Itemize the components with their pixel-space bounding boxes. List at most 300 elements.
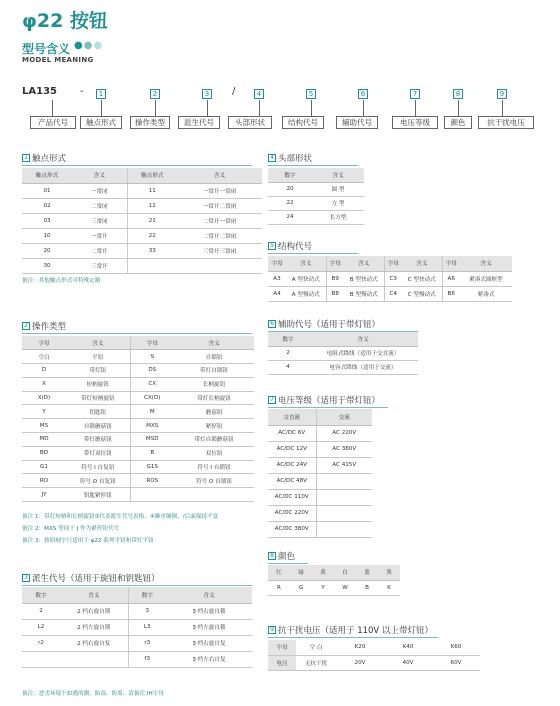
model-label-7: 电压等级 xyxy=(392,116,438,129)
table-cell: AC/DC 6V xyxy=(268,425,316,441)
table-cell: Y xyxy=(22,405,66,419)
table-header-cell: 触点形式 xyxy=(22,168,72,183)
model-number-7: 7 xyxy=(410,89,420,99)
table-s3 xyxy=(22,587,252,668)
note-s2-2: 备注 2：MXS 等同于 J 作为紧停钮代号 xyxy=(22,526,120,532)
table-cell: 长柄旋钮 xyxy=(174,377,254,391)
footnote: 备注：恶劣环境下如遇的潮、防湿、防雾、请备注 IH字母 xyxy=(22,691,164,697)
model-label-0: 产品代号 xyxy=(30,116,76,129)
table-cell: DS xyxy=(130,364,174,378)
table-row xyxy=(268,521,372,537)
table-cell: r2 xyxy=(22,635,60,651)
model-label-9: 抗干扰电压 xyxy=(478,116,534,129)
model-connector xyxy=(311,100,312,116)
table-header-cell: 数字 xyxy=(268,168,312,182)
table-cell: 长方型 xyxy=(312,210,364,224)
table-header-cell: 含义 xyxy=(402,256,442,271)
section-heading-s7 xyxy=(268,394,380,406)
model-connector xyxy=(52,100,53,116)
table-cell: f3 xyxy=(128,651,166,667)
table-cell: AC/DC 380V xyxy=(268,521,316,537)
table-header-cell: 触点形式 xyxy=(127,168,177,183)
table-row xyxy=(22,364,254,378)
table-cell: 带灯自锁钮 xyxy=(174,364,254,378)
table-cell: MD xyxy=(22,433,66,447)
section-title: 派生代号（适用于旋钮和钥匙钮） xyxy=(32,574,160,584)
table-cell: 带灯蘑菇钮 xyxy=(66,433,130,447)
table-cell xyxy=(127,258,177,273)
table-header-cell: 含义 xyxy=(60,587,128,603)
section-underline xyxy=(22,585,252,586)
table-cell: A6 xyxy=(442,271,460,286)
table-cell: A3 xyxy=(268,271,286,286)
table-cell: 60V xyxy=(432,655,480,670)
table-row xyxy=(268,655,480,670)
table-cell xyxy=(316,521,372,537)
table-row xyxy=(268,271,512,286)
table-cell: 2 档右旋自锁 xyxy=(60,603,128,619)
table-header-cell: 红 xyxy=(268,565,290,580)
table-row xyxy=(268,457,372,473)
table-cell: 40V xyxy=(384,655,432,670)
table-cell: ROS xyxy=(130,474,174,488)
table-cell: 空白 xyxy=(22,350,66,364)
table-cell: 20 xyxy=(268,182,312,196)
table-row xyxy=(22,460,254,474)
model-slash: / xyxy=(232,86,236,97)
table-cell: G xyxy=(290,580,312,595)
table-cell: 2 xyxy=(268,346,308,360)
table-cell: CX xyxy=(130,377,174,391)
table-cell: AC/DC 220V xyxy=(268,505,316,521)
table-header-row xyxy=(268,409,372,425)
model-connector xyxy=(458,100,459,116)
table-row xyxy=(22,433,254,447)
table-cell: 2 档右旋自复 xyxy=(60,635,128,651)
note-s1: 备注：其他触点形式可特殊定制 xyxy=(22,278,101,284)
table-cell: 24 xyxy=(268,210,312,224)
table-row xyxy=(268,182,364,196)
table-cell: K20 xyxy=(336,640,384,655)
model-label-6: 辅助代号 xyxy=(336,116,378,129)
table-cell xyxy=(316,505,372,521)
table-header-cell: 含义 xyxy=(312,168,364,182)
table-cell xyxy=(130,488,174,502)
table-cell: B xyxy=(356,580,378,595)
table-cell: B 型慢动式 xyxy=(344,286,384,301)
section-title: 辅助代号（适用于带灯钮） xyxy=(278,320,381,330)
table-cell: G1S xyxy=(130,460,174,474)
table-cell: B6 xyxy=(442,286,460,301)
table-s6 xyxy=(268,332,418,375)
table-header-row xyxy=(22,336,254,350)
model-label-5: 结构代号 xyxy=(282,116,324,129)
table-header-cell: 交流 xyxy=(316,409,372,425)
table-cell: 蘑菇钮 xyxy=(174,405,254,419)
table-row xyxy=(22,405,254,419)
table-cell: 02 xyxy=(22,198,72,213)
model-label-2: 操作类型 xyxy=(130,116,170,129)
table-cell: D xyxy=(22,364,66,378)
table-row xyxy=(268,210,364,224)
table-header-cell: 含义 xyxy=(72,168,127,183)
model-connector xyxy=(101,100,102,116)
table-cell: 带灯双位钮 xyxy=(66,446,130,460)
table-cell: 3 档右旋自复 xyxy=(166,635,252,651)
table-header-cell: 含义 xyxy=(344,256,384,271)
table-cell: JY xyxy=(22,488,66,502)
section-heading-s4 xyxy=(268,152,312,164)
table-row xyxy=(22,603,252,619)
table-cell: 带灯长柄旋钮 xyxy=(174,391,254,405)
table-cell: 10 xyxy=(22,228,72,243)
table-cell: 三常开 xyxy=(72,258,127,273)
table-cell: 一常开一常闭 xyxy=(177,183,262,198)
section-number: 6 xyxy=(268,320,276,328)
table-cell: B xyxy=(130,446,174,460)
table-row xyxy=(268,441,372,457)
model-connector xyxy=(502,100,503,116)
section-underline xyxy=(268,253,358,254)
table-cell: 3 档右旋自锁 xyxy=(166,603,252,619)
model-label-1: 触点形式 xyxy=(80,116,122,129)
model-dash: - xyxy=(80,86,84,97)
table-header-cell: 白 xyxy=(334,565,356,580)
table-header-cell: 含义 xyxy=(460,256,512,271)
table-cell xyxy=(177,258,262,273)
table-cell: 圆 型 xyxy=(312,182,364,196)
table-cell: K40 xyxy=(384,640,432,655)
table-cell: 3 档左右自复 xyxy=(166,651,252,667)
table-header-cell: 含义 xyxy=(308,332,418,346)
table-row xyxy=(268,360,418,374)
table-cell: 二常开 xyxy=(72,243,127,258)
table-row xyxy=(268,196,364,210)
table-header-row xyxy=(268,168,364,182)
table-header-cell: 含义 xyxy=(174,336,254,350)
section-heading-s5 xyxy=(268,240,312,252)
table-row xyxy=(22,651,252,667)
table-cell: C4 xyxy=(384,286,402,301)
table-header-cell: 字母 xyxy=(442,256,460,271)
table-cell: 双位钮 xyxy=(174,446,254,460)
table-s5 xyxy=(268,256,512,302)
table-cell: 字母 xyxy=(268,640,296,655)
table-row xyxy=(22,474,254,488)
section-number: 8 xyxy=(268,552,276,560)
section-number: 9 xyxy=(268,626,276,634)
section-heading-s9 xyxy=(268,624,433,636)
table-cell: AC/DC 110V xyxy=(268,489,316,505)
table-cell: 符号 O 自锁钮 xyxy=(174,474,254,488)
table-cell: AC 415V xyxy=(316,457,372,473)
table-cell: 2 档左旋自锁 xyxy=(60,619,128,635)
table-cell: G1 xyxy=(22,460,66,474)
table-header-cell: 含义 xyxy=(166,587,252,603)
table-cell: BD xyxy=(22,446,66,460)
section-title: 结构代号 xyxy=(278,242,313,252)
section-heading-s8 xyxy=(268,550,295,562)
table-header-cell: 字母 xyxy=(22,336,66,350)
table-cell: A 型慢动式 xyxy=(286,286,326,301)
table-cell: 带灯钮 xyxy=(66,364,130,378)
table-cell: 01 xyxy=(22,183,72,198)
table-header-row xyxy=(22,587,252,603)
table-cell: S xyxy=(130,350,174,364)
table-cell: 电容式降线（适用于交流） xyxy=(308,360,418,374)
table-row xyxy=(268,346,418,360)
model-number-2: 2 xyxy=(150,89,160,99)
section-number: 2 xyxy=(22,322,30,330)
table-row xyxy=(268,505,372,521)
section-number: 5 xyxy=(268,242,276,250)
table-cell: A 型快动式 xyxy=(286,271,326,286)
table-cell: 三常闭 xyxy=(72,213,127,228)
table-header-cell: 黄 xyxy=(312,565,334,580)
table-cell: CX(D) xyxy=(130,391,174,405)
model-connector xyxy=(363,100,364,116)
table-cell: B8 xyxy=(326,286,344,301)
table-cell xyxy=(316,489,372,505)
section-heading-s3 xyxy=(22,572,160,584)
section-underline xyxy=(268,165,358,166)
section-title: 颜色 xyxy=(278,552,296,562)
table-cell: AC 220V xyxy=(316,425,372,441)
table-cell: 03 xyxy=(22,213,72,228)
table-cell: 一常闭 xyxy=(72,183,127,198)
table-cell: 短柄旋钮 xyxy=(66,377,130,391)
model-label-4: 头部形状 xyxy=(228,116,272,129)
table-cell: A4 xyxy=(268,286,286,301)
table-cell: B9 xyxy=(326,271,344,286)
model-number-5: 5 xyxy=(306,89,316,99)
table-cell: AC/DC 24V xyxy=(268,457,316,473)
table-row xyxy=(22,213,262,228)
table-cell: 一常开 xyxy=(72,228,127,243)
model-number-6: 6 xyxy=(358,89,368,99)
table-cell: 22 xyxy=(127,228,177,243)
table-header-cell: 数字 xyxy=(268,332,308,346)
table-cell: MXS xyxy=(130,419,174,433)
table-cell: 电阻式降线（适用于交直流） xyxy=(308,346,418,360)
section-subtitle-en: MODEL MEANING xyxy=(22,56,94,64)
table-header-cell: 黑 xyxy=(378,565,400,580)
model-number-9: 9 xyxy=(497,89,507,99)
table-cell: K60 xyxy=(432,640,480,655)
table-cell: 21 xyxy=(127,213,177,228)
table-cell: 12 xyxy=(127,198,177,213)
table-cell: 自锁蘑菇钮 xyxy=(66,419,130,433)
section-underline xyxy=(268,563,308,564)
table-s1 xyxy=(22,168,262,274)
table-header-cell: 字母 xyxy=(326,256,344,271)
table-cell: MSD xyxy=(130,433,174,447)
table-row xyxy=(22,391,254,405)
table-cell: K xyxy=(378,580,400,595)
section-number: 7 xyxy=(268,396,276,404)
table-cell: 二常闭 xyxy=(72,198,127,213)
table-header-cell: 含义 xyxy=(177,168,262,183)
table-cell: 紧停钮 xyxy=(174,419,254,433)
model-number-1: 1 xyxy=(96,89,106,99)
table-cell: 符号 I 自复钮 xyxy=(66,460,130,474)
model-number-8: 8 xyxy=(453,89,463,99)
table-s4 xyxy=(268,168,364,225)
table-cell: C3 xyxy=(384,271,402,286)
table-cell: B 型快动式 xyxy=(344,271,384,286)
section-number: 1 xyxy=(22,154,30,162)
model-label-3: 派生代号 xyxy=(178,116,220,129)
table-cell: C 型快动式 xyxy=(402,271,442,286)
table-cell: 自锁钮 xyxy=(174,350,254,364)
model-connector xyxy=(415,100,416,116)
table-cell: X(D) xyxy=(22,391,66,405)
section-underline xyxy=(22,165,252,166)
model-number-4: 4 xyxy=(254,89,264,99)
table-row xyxy=(268,473,372,489)
table-cell: 电压 xyxy=(268,655,296,670)
table-header-row xyxy=(268,332,418,346)
table-row xyxy=(268,580,400,595)
table-cell: 钥匙钮 xyxy=(66,405,130,419)
section-title: 电压等级（适用于带灯钮） xyxy=(278,396,381,406)
section-title: 头部形状 xyxy=(278,154,313,164)
table-s7 xyxy=(268,409,372,538)
table-row xyxy=(22,350,254,364)
table-cell: W xyxy=(334,580,356,595)
section-title: 操作类型 xyxy=(32,322,67,332)
table-cell: r3 xyxy=(128,635,166,651)
section-heading-s1 xyxy=(22,152,66,164)
table-cell xyxy=(60,651,128,667)
note-s2-3: 备注 3：按钮刻字只适用于 φ22 系列平钮和带灯平钮 xyxy=(22,538,154,544)
section-number: 3 xyxy=(22,574,30,582)
table-cell: L2 xyxy=(22,619,60,635)
table-cell: 符号 I 自锁钮 xyxy=(174,460,254,474)
table-cell: 20 xyxy=(22,243,72,258)
model-connector xyxy=(259,100,260,116)
table-row xyxy=(22,619,252,635)
table-row xyxy=(22,183,262,198)
table-cell: 2 xyxy=(22,603,60,619)
table-row xyxy=(22,446,254,460)
table-cell: 4 xyxy=(268,360,308,374)
table-cell: C 型慢动式 xyxy=(402,286,442,301)
table-header-row xyxy=(268,565,400,580)
table-cell xyxy=(316,473,372,489)
table-header-cell: 数字 xyxy=(22,587,60,603)
table-row xyxy=(22,198,262,213)
decorative-dots: ●●● xyxy=(74,40,104,51)
table-s8 xyxy=(268,565,400,596)
table-cell xyxy=(22,651,60,667)
table-cell: Y xyxy=(312,580,334,595)
table-cell xyxy=(174,488,254,502)
table-cell: 空 白 xyxy=(296,640,336,655)
table-row xyxy=(268,286,512,301)
table-cell: AC 380V xyxy=(316,441,372,457)
table-row xyxy=(22,488,254,502)
table-row xyxy=(22,258,262,273)
table-header-cell: 字母 xyxy=(130,336,174,350)
table-cell: L3 xyxy=(128,619,166,635)
table-header-cell: 含义 xyxy=(286,256,326,271)
table-row xyxy=(22,243,262,258)
model-connector xyxy=(207,100,208,116)
table-cell: MS xyxy=(22,419,66,433)
section-heading-s6 xyxy=(268,318,380,330)
table-row xyxy=(268,425,372,441)
table-cell: 紧凑式 xyxy=(460,286,512,301)
table-header-row xyxy=(268,256,512,271)
table-cell: 22 xyxy=(268,196,312,210)
table-header-cell: 交直流 xyxy=(268,409,316,425)
table-cell: 3 xyxy=(128,603,166,619)
table-cell: 20V xyxy=(336,655,384,670)
section-heading-s2 xyxy=(22,320,66,332)
table-cell: 二常开二常闭 xyxy=(177,228,262,243)
table-s2 xyxy=(22,336,254,502)
table-row xyxy=(268,489,372,505)
table-cell: 11 xyxy=(127,183,177,198)
section-title: 触点形式 xyxy=(32,154,67,164)
table-cell: 30 xyxy=(22,258,72,273)
table-row xyxy=(22,419,254,433)
table-cell: 3 档左旋自锁 xyxy=(166,619,252,635)
model-connector xyxy=(155,100,156,116)
table-cell: 33 xyxy=(127,243,177,258)
table-row xyxy=(22,228,262,243)
table-row xyxy=(268,640,480,655)
table-header-cell: 蓝 xyxy=(356,565,378,580)
table-cell: 三常开三常闭 xyxy=(177,243,262,258)
table-header-cell: 含义 xyxy=(66,336,130,350)
table-row xyxy=(22,377,254,391)
table-cell: 方 型 xyxy=(312,196,364,210)
note-s2-1: 备注 1：带灯短柄和长柄旋钮③代表派生代号表格，④顺序颠倒，/后面保持不变 xyxy=(22,514,219,520)
page-title: φ22 按钮 xyxy=(22,10,108,32)
table-header-cell: 字母 xyxy=(268,256,286,271)
table-s9 xyxy=(268,640,480,671)
table-cell: 带灯自锁蘑菇钮 xyxy=(174,433,254,447)
table-header-cell: 字母 xyxy=(384,256,402,271)
section-title: 抗干扰电压（适用于 110V 以上带灯钮） xyxy=(278,626,433,636)
table-cell: 无抗干扰 xyxy=(296,655,336,670)
section-number: 4 xyxy=(268,154,276,162)
table-cell: R xyxy=(268,580,290,595)
table-cell: 钥匙紧停钮 xyxy=(66,488,130,502)
table-header-row xyxy=(22,168,262,183)
table-row xyxy=(22,635,252,651)
table-header-cell: 绿 xyxy=(290,565,312,580)
table-cell: AC/DC 12V xyxy=(268,441,316,457)
table-cell: 符号 O 自复钮 xyxy=(66,474,130,488)
table-cell: X xyxy=(22,377,66,391)
table-cell: 带灯短柄旋钮 xyxy=(66,391,130,405)
model-code: LA135 xyxy=(22,86,57,97)
section-underline xyxy=(22,333,252,334)
table-cell: AC/DC 48V xyxy=(268,473,316,489)
table-cell: 平钮 xyxy=(66,350,130,364)
model-label-8: 颜色 xyxy=(444,116,472,129)
table-cell: 一常开二常闭 xyxy=(177,198,262,213)
table-cell: M xyxy=(130,405,174,419)
section-subtitle: 型号含义 xyxy=(22,42,71,56)
table-cell: RO xyxy=(22,474,66,488)
table-cell: 二常开一常闭 xyxy=(177,213,262,228)
section-underline xyxy=(268,637,438,638)
table-cell: 紧凑式圆框型 xyxy=(460,271,512,286)
